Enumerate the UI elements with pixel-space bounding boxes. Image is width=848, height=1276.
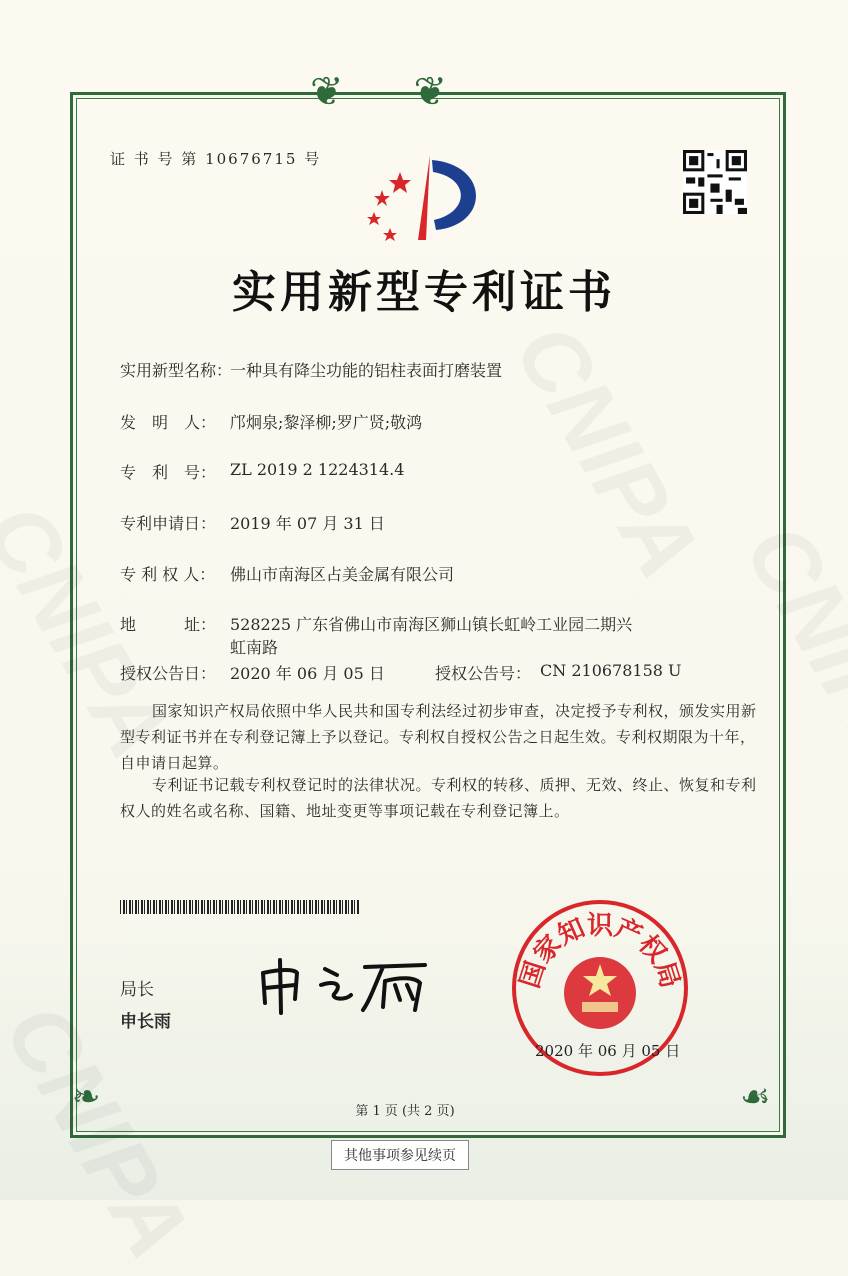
certificate-number: 证 书 号 第 10676715 号	[110, 150, 322, 168]
page-number: 第 1 页 (共 2 页)	[355, 1104, 455, 1119]
field-value-address-line2: 虹南路	[230, 638, 279, 657]
field-label-patentee: 专 利 权 人：	[120, 565, 216, 584]
field-label-name: 实用新型名称：	[120, 361, 233, 380]
corner-ornament-icon: ☙	[740, 1077, 771, 1117]
field-value-inventors: 邝炯泉;黎泽柳;罗广贤;敬鸿	[230, 413, 423, 432]
field-label-address: 地 址：	[120, 615, 217, 634]
seal-text: 国家知识产权局	[515, 911, 685, 992]
field-label-grant-date: 授权公告日：	[120, 664, 217, 683]
corner-ornament-icon: ❧	[72, 1077, 101, 1117]
field-label-inventors: 发 明 人：	[120, 413, 217, 432]
field-value-filing-date: 2019 年 07 月 31 日	[230, 514, 385, 533]
signatory-name: 申长雨	[120, 1012, 171, 1032]
field-value-name: 一种具有降尘功能的铝柱表面打磨装置	[230, 361, 503, 380]
qr-code	[683, 150, 747, 214]
continuation-note: 其他事项参见续页	[331, 1140, 469, 1170]
field-value-grant-date: 2020 年 06 月 05 日	[230, 664, 385, 683]
paragraph-legal-status: 专利证书记载专利权登记时的法律状况。专利权的转移、质押、无效、终止、恢复和专利权人的姓名或名称、国籍、地址变更等事项记载在专利登记簿上。	[120, 776, 757, 820]
handwritten-signature	[255, 955, 445, 1015]
paragraph-grant: 国家知识产权局依照中华人民共和国专利法经过初步审查，决定授予专利权，颁发实用新型专利证书并在专利登记簿上予以登记。专利权自授权公告之日起生效。专利权期限为十年，自申请日起算。	[120, 702, 757, 772]
field-label-patent-number: 专 利 号：	[120, 463, 217, 482]
barcode	[120, 900, 360, 914]
field-label-filing-date: 专利申请日：	[120, 514, 217, 533]
field-value-patent-number: ZL 2019 2 1224314.4	[230, 460, 405, 479]
signatory-title: 局长	[120, 980, 154, 1000]
page-title: 实用新型专利证书	[232, 267, 616, 318]
field-value-patentee: 佛山市南海区占美金属有限公司	[230, 565, 455, 584]
seal-date: 2020 年 06 月 05 日	[535, 1042, 681, 1060]
field-value-address: 528225 广东省佛山市南海区狮山镇长虹岭工业园二期兴	[230, 615, 633, 634]
top-ornament-icon: ❦❦	[310, 69, 518, 115]
field-label-announcement-number: 授权公告号：	[435, 664, 532, 683]
cnipa-logo	[360, 150, 490, 245]
field-value-announcement-number: CN 210678158 U	[540, 661, 682, 680]
